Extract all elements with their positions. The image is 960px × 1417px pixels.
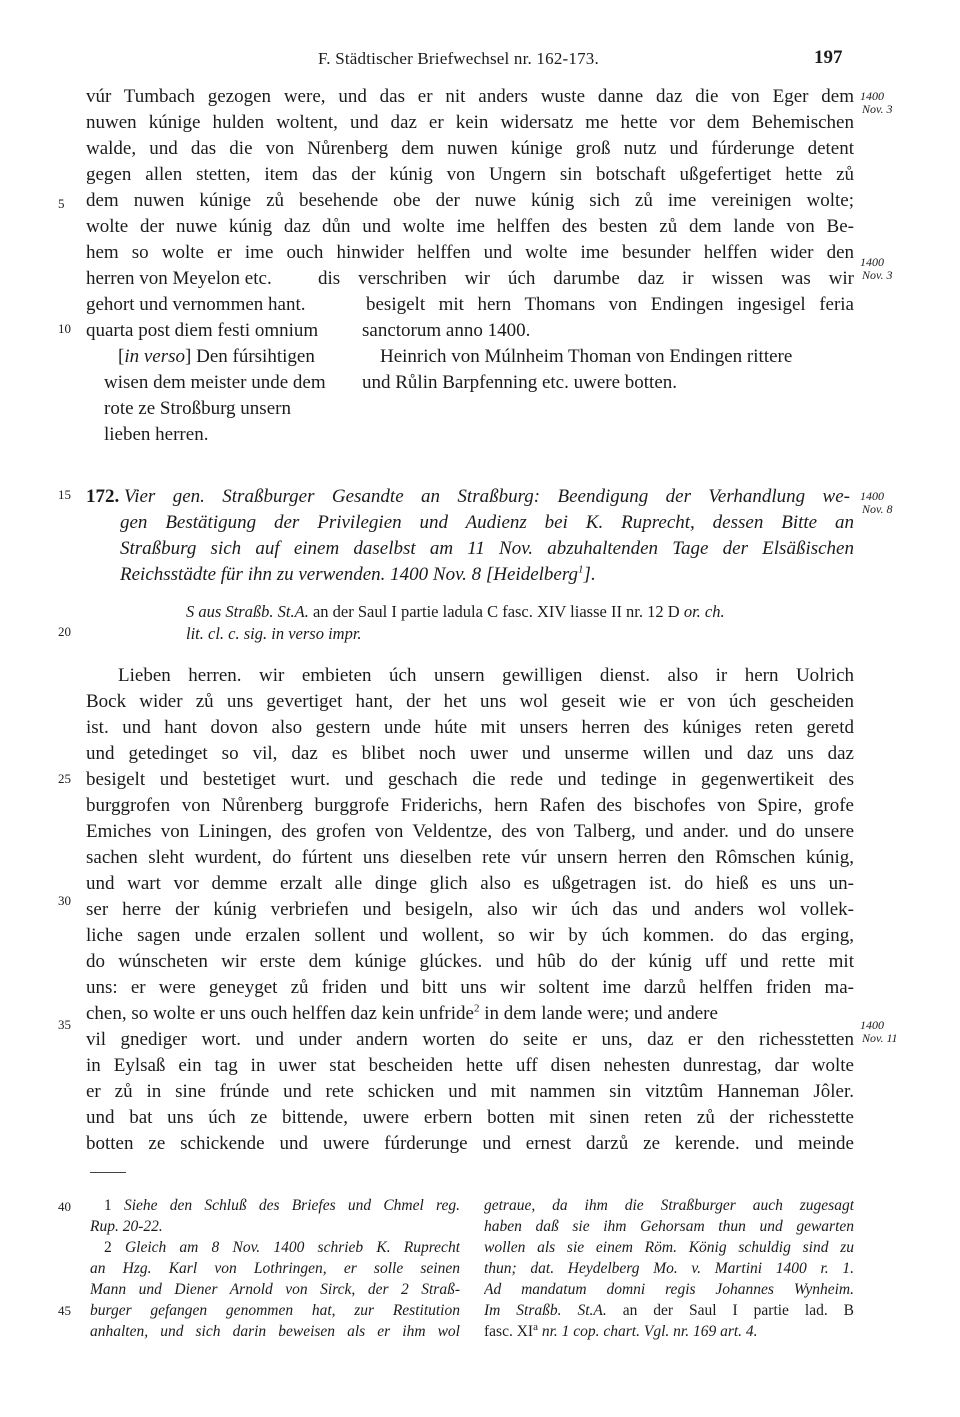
footnote-ref: 2 [473, 1002, 480, 1015]
line-number: 40 [58, 1199, 71, 1214]
line-number: 10 [58, 321, 71, 336]
text-line: besigelt mit hern Thomans von Endingen ingesigel feria [366, 294, 854, 315]
text-line: botten ze schickende und uwere fúrderunge und ernest darzů ze kerende. und meinde [86, 1133, 854, 1154]
text-line: rote ze Stroßburg unsern [104, 398, 291, 419]
text-line: hem so wolte er ime ouch hinwider helffen und wolte ime besunder helffen wider den [86, 242, 854, 263]
text-line: besigelt und bestetiget wurt. und geschach die rede und tedinge in gegenwertikeit des [86, 769, 854, 790]
text-line: dis verschriben wir úch darumbe daz ir wissen was wir [318, 268, 854, 289]
text-line: Reichsstädte für ihn zu verwenden. 1400 Nov. 8 [Heidelberg$^1$]. [120, 563, 596, 585]
text-line: vil gnediger wort. und under andern worten do seite er uns, daz er den richesstetten [86, 1029, 854, 1050]
text-line: burggrofen von Nůrenberg burggrofe Friderichs, hern Rafen des bischofes von Spire, grofe [86, 795, 854, 816]
text-line: wolte der nuwe kúnig daz důn und wolte ime helffen des besten zů dem lande von Be- [86, 216, 854, 237]
text-line: dem nuwen kúnige zů besehende obe der nuwe kúnig sich zů ime vereinigen wolte; [86, 190, 854, 211]
text-line: Bock wider zů uns gevertiget hant, der het uns wol geseit wie er von úch gescheiden [86, 691, 854, 712]
margin-date: 1400 Nov. 8 [860, 489, 893, 516]
text-line: do wúnscheten wir erste dem kúnige glúckes. und hûb do der kúnig uff und rette mit [86, 951, 854, 972]
text-line: S aus Straßb. St.A. an der Saul I partie ladula C fasc. XIV liasse II nr. 12 D or. ch. [186, 602, 725, 621]
text-line: getraue, da ihm die Straßburger auch zugesagt [484, 1197, 854, 1214]
text-line: thun; dat. Heydelberg Mo. v. Martini 1400 r. 1. [484, 1260, 854, 1277]
text-line: in Eylsaß ein tag in uwer stat bescheiden hette uff disen nehesten dunrestag, dar wolte [86, 1055, 854, 1076]
footnote-separator [90, 1172, 126, 1173]
text-line: burger gefangen genommen hat, zur Restitution [90, 1302, 460, 1319]
text-line: Emiches von Liningen, des grofen von Veldentze, des von Talberg, und ander. und do unsere [86, 821, 854, 842]
text-line: fasc. $XI^a$ nr. 1 cop. chart. Vgl. nr. 169 art. 4. [484, 1322, 758, 1340]
footnote-ref: 1 [578, 563, 584, 576]
text-line: herren von Meyelon etc. [86, 268, 272, 289]
text-line: sachen sleht wurdent, do fúrtent uns dieselben rete vúr unsern herren den Rômschen kúnig, [86, 847, 854, 868]
text-line: [in verso] Den fúrsihtigen [118, 346, 315, 367]
line-number: 20 [58, 624, 71, 639]
text-line: und wart vor demme erzalt alle dinge glich also es ußgetragen ist. do hieß es uns un- [86, 873, 854, 894]
in-verso-note: in verso [124, 346, 186, 367]
text-line: ist. und hant dovon also gestern unde húte mit unsers herren des kúniges reten geretd [86, 717, 854, 738]
text-line: uns: er were geneyget zů friden und bitt uns wir soltent ime darzů helffen friden ma- [86, 977, 854, 998]
margin-date: 1400 Nov. 3 [860, 255, 893, 282]
text-line: Heinrich von Múlnheim Thoman von Endingen rittere [380, 346, 793, 367]
text-line: Lieben herren. wir embieten úch unsern gewilligen dienst. also ir hern Uolrich [118, 665, 854, 686]
text-line: ser herre der kúnig verbriefen und besigeln, also wir úch das und anders wol vollek- [86, 899, 854, 920]
line-number: 15 [58, 487, 71, 502]
line-number: 5 [58, 196, 65, 211]
margin-date: 1400 Nov. 3 [860, 89, 893, 116]
text-line: haben daß sie ihm Gehorsam thun und gewarten [484, 1218, 854, 1235]
text-line: lit. cl. c. sig. in verso impr. [186, 624, 362, 643]
text-line: gegen allen stetten, item das der kúnig von Ungern sin botschaft ußgefertiget hette zů [86, 164, 854, 185]
running-title: F. Städtischer Briefwechsel nr. 162-173. [318, 49, 599, 68]
text-line: vúr Tumbach gezogen were, und das er nit anders wuste danne daz die von Eger dem [86, 86, 854, 107]
text-line: gehort und vernommen hant. [86, 294, 306, 315]
text-line: Im Straßb. St.A. an der Saul I partie lad. B [484, 1302, 854, 1319]
text-line: nuwen kúnige hulden woltent, und daz er kein widersatz me hette vor dem Behemischen [86, 112, 854, 133]
text-line: chen, so wolte er uns ouch helffen daz kein unfride$^2$ in dem lande were; und andere [86, 1002, 718, 1024]
footnote-2: 2 Gleich am 8 Nov. 1400 schrieb K. Ruprecht [104, 1239, 460, 1256]
text-line: anhalten, und sich darin beweisen als er ihm wol [90, 1323, 460, 1340]
text-line: er zů in sine frúnde und rete schicken und mit nammen sin vitztûm Hanneman Jôler. [86, 1081, 854, 1102]
text-line: Ad mandatum domni regis Johannes Wynheim. [484, 1281, 854, 1298]
text-line: an Hzg. Karl von Lothringen, er solle seinen [90, 1260, 460, 1277]
line-number: 45 [58, 1303, 71, 1318]
footnote-1: 1 Siehe den Schluß des Briefes und Chmel reg. [104, 1197, 460, 1214]
page-number: 197 [814, 47, 843, 68]
line-number: 30 [58, 893, 71, 908]
text-line: lieben herren. [104, 424, 209, 445]
text-line: und bat uns úch ze bittende, uwere erbern botten mit sinen reten zů der richesstette [86, 1107, 854, 1128]
document-number: 172. [86, 486, 120, 507]
text-line: Mann und Diener Arnold von Sirck, der 2 Straß- [90, 1281, 460, 1298]
text-line: gen Bestätigung der Privilegien und Audienz bei K. Ruprecht, dessen Bitte an [120, 512, 854, 533]
text-line: Rup. 20-22. [90, 1218, 163, 1235]
margin-date: 1400 Nov. 11 [860, 1018, 898, 1045]
text-line: 172. Vier gen. Straßburger Gesandte an Straßburg: Beendigung der Verhandlung we- [86, 486, 850, 507]
text-line: quarta post diem festi omnium [86, 320, 319, 341]
text-line: und getedinget so vil, daz es blibet noch uwer und unserme willen und daz uns daz [86, 743, 854, 764]
line-number: 25 [58, 771, 71, 786]
text-line: wollen als sie einem Röm. König schuldig sind zu [484, 1239, 854, 1256]
line-number: 35 [58, 1017, 71, 1032]
text-line: Straßburg sich auf einem daselbst am 11 Nov. abzuhaltenden Tage der Elsäßischen [120, 538, 854, 559]
text-line: liche sagen unde erzalen sollent und wollent, so wir by úch kommen. do das erging, [86, 925, 854, 946]
text-line: und Růlin Barpfenning etc. uwere botten. [362, 372, 678, 393]
text-line: sanctorum anno 1400. [362, 320, 531, 341]
text-line: walde, und das die von Nůrenberg dem nuwen kúnige groß nutz und fúrderunge detent [86, 138, 854, 159]
text-line: wisen dem meister unde dem [104, 372, 326, 393]
